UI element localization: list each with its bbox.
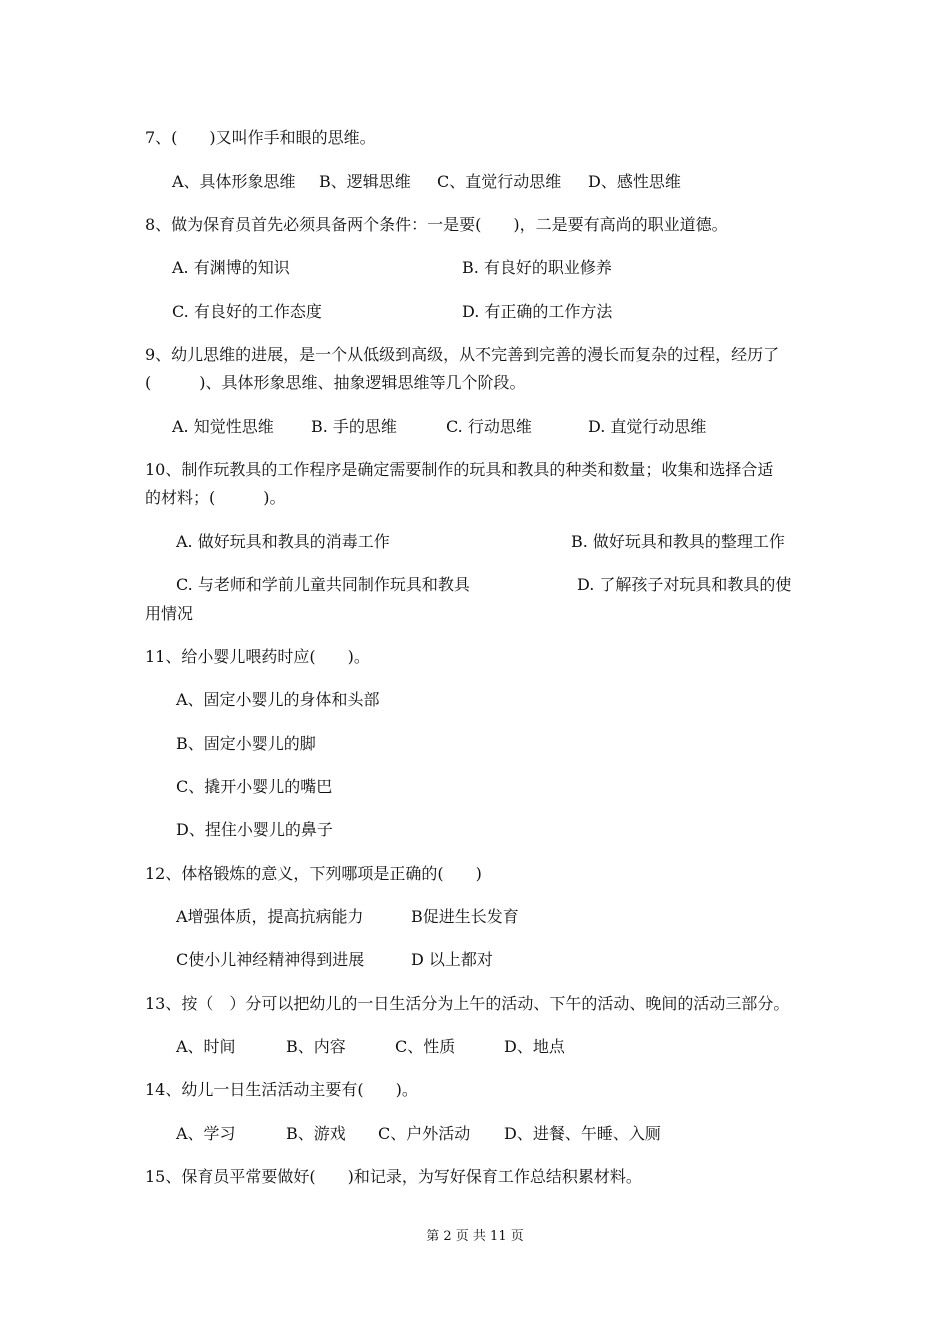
- option: A增强体质，提高抗病能力: [176, 907, 364, 926]
- question-15: 15、保育员平常要做好( )和记录，为写好保育工作总结积累材料。: [145, 1167, 642, 1186]
- option: C、性质: [395, 1037, 456, 1056]
- option: C、撬开小婴儿的嘴巴: [176, 777, 333, 796]
- option: D、地点: [504, 1037, 565, 1056]
- option: B. 有良好的职业修养: [462, 258, 612, 277]
- option: D. 有正确的工作方法: [462, 302, 613, 321]
- option: D. 直觉行动思维: [588, 417, 707, 436]
- question-11: 11、给小婴儿喂药时应( )。: [145, 647, 370, 666]
- question-10-line-1: 10、制作玩教具的工作程序是确定需要制作的玩具和教具的种类和数量；收集和选择合适: [145, 460, 774, 479]
- option: D、进餐、午睡、入厕: [504, 1124, 661, 1143]
- option: C使小儿神经精神得到进展: [176, 950, 365, 969]
- option: D 以上都对: [411, 950, 493, 969]
- question-7: 7、( )又叫作手和眼的思维。: [145, 128, 376, 147]
- question-14: 14、幼儿一日生活活动主要有( )。: [145, 1080, 418, 1099]
- question-9-line-1: 9、幼儿思维的进展，是一个从低级到高级，从不完善到完善的漫长而复杂的过程，经历了: [145, 345, 780, 364]
- option: B、游戏: [286, 1124, 346, 1143]
- option: A. 有渊博的知识: [172, 258, 290, 277]
- option: A、时间: [176, 1037, 236, 1056]
- option: B、内容: [286, 1037, 346, 1056]
- page-footer: 第 2 页 共 11 页: [426, 1229, 524, 1244]
- option: B、逻辑思维: [319, 172, 411, 191]
- question-9-line-2: ( )、具体形象思维、抽象逻辑思维等几个阶段。: [145, 373, 526, 392]
- option: A、具体形象思维: [172, 172, 296, 191]
- option: D、感性思维: [588, 172, 681, 191]
- option: C、户外活动: [378, 1124, 471, 1143]
- option: A、固定小婴儿的身体和头部: [176, 690, 380, 709]
- question-10-line-2: 的材料；( )。: [145, 488, 286, 507]
- question-12: 12、体格锻炼的意义，下列哪项是正确的( ): [145, 864, 482, 883]
- option-continuation: 用情况: [145, 604, 194, 623]
- option: D、捏住小婴儿的鼻子: [176, 820, 333, 839]
- option: B促进生长发育: [411, 907, 519, 926]
- option: C. 与老师和学前儿童共同制作玩具和教具: [176, 575, 470, 594]
- option: C、直觉行动思维: [437, 172, 562, 191]
- option: B. 做好玩具和教具的整理工作: [571, 532, 785, 551]
- question-13: 13、按（ ）分可以把幼儿的一日生活分为上午的活动、下午的活动、晚间的活动三部分。: [145, 994, 790, 1013]
- option: A. 做好玩具和教具的消毒工作: [176, 532, 390, 551]
- option: D. 了解孩子对玩具和教具的使: [577, 575, 792, 594]
- option: A. 知觉性思维: [172, 417, 274, 436]
- option: C. 行动思维: [446, 417, 532, 436]
- option: B、固定小婴儿的脚: [176, 734, 316, 753]
- option: A、学习: [176, 1124, 236, 1143]
- question-8: 8、做为保育员首先必须具备两个条件：一是要( )，二是要有高尚的职业道德。: [145, 215, 728, 234]
- option: B. 手的思维: [311, 417, 397, 436]
- option: C. 有良好的工作态度: [172, 302, 322, 321]
